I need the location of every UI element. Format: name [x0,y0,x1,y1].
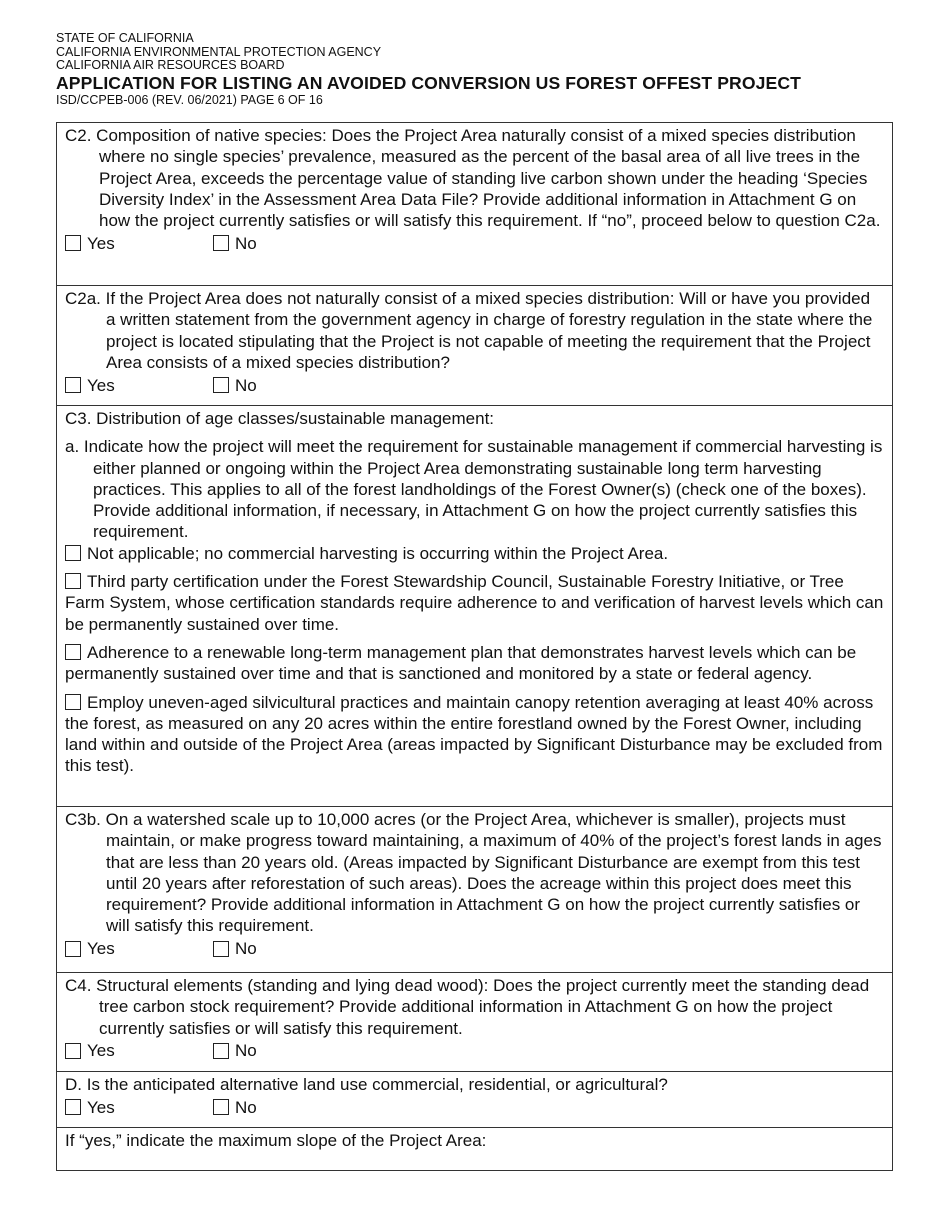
c3b-question: C3b. On a watershed scale up to 10,000 acres (or the Project Area, whichever is smaller), projects must maintain, or make progress toward maintaining, a maximum of 40% of the project’s forest lands in ages that are less than 20 years old. (Areas impacted by Significant Disturbance are exempt from this test until 20 years after reforestation of such areas). Does the acreage within this project does meet this requirement? Provide additional information in Attachment G on how the project currently satisfies or will satisfy this requirement. [65,810,882,936]
c3-option3-checkbox[interactable] [65,644,81,660]
form-title: APPLICATION FOR LISTING AN AVOIDED CONVERSION US FOREST OFFEST PROJECT [56,72,801,93]
c3b-no-checkbox[interactable] [213,941,229,957]
c2-no-option[interactable] [213,233,257,254]
c2-options [65,231,884,255]
section-d [57,1072,892,1128]
c2-yes-label: Yes [87,233,115,253]
c2a-options [65,373,884,397]
c2a-yes-label: Yes [87,375,115,395]
c2a-question: C2a. If the Project Area does not naturally consist of a mixed species distribution: Will or have you provided a written statement from the government agency in charge of forestry regulation in the state where the project is located stipulating that the Project is not capable of meeting the requirement that the Project Area consists of a mixed species distribution? [65,289,873,372]
c2a-yes-option[interactable] [65,375,115,396]
c3-option2-checkbox[interactable] [65,573,81,589]
section-c4 [57,973,892,1072]
c2a-no-label: No [235,375,257,395]
c3-heading: C3. Distribution of age classes/sustainable management: [65,409,495,428]
c4-no-label: No [235,1041,257,1061]
c3b-no-option[interactable] [213,938,257,959]
c3-option4-label: Employ uneven-aged silvicultural practices and maintain canopy retention averaging at least 40% across the forest, as measured on any 20 acres within the entire forestland owned by the Forest Owner, including land within and outside of the Project Area (areas impacted by Significant Disturbance may be excluded from this test). [65,692,883,776]
c3-option-third-party [65,571,884,635]
c4-yes-label: Yes [87,1041,115,1061]
d-options [65,1095,884,1119]
agency-calepa: CALIFORNIA ENVIRONMENTAL PROTECTION AGENCY [56,44,382,59]
c2a-yes-checkbox[interactable] [65,377,81,393]
c2-no-checkbox[interactable] [213,235,229,251]
c2a-no-option[interactable] [213,375,257,396]
section-c2a [57,286,892,406]
c2-yes-option[interactable] [65,233,115,254]
c3-option1-checkbox[interactable] [65,545,81,561]
c3b-no-label: No [235,939,257,959]
form-table [56,122,893,1171]
agency-carb: CALIFORNIA AIR RESOURCES BOARD [56,58,285,72]
c3b-yes-label: Yes [87,939,115,959]
c4-yes-option[interactable] [65,1040,115,1061]
d-no-checkbox[interactable] [213,1099,229,1115]
c4-options [65,1039,884,1063]
d-yes-option[interactable] [65,1097,115,1118]
c2-question: C2. Composition of native species: Does the Project Area naturally consist of a mixed species distribution where no single species’ prevalence, measured as the percent of the basal area of all live trees in the Project Area, exceeds the percentage value of standing live carbon shown under the heading ‘Species Diversity Index’ in the Assessment Area Data File? Provide additional information in Attachment G on how the project currently satisfies or will satisfy this requirement. If “no”, proceed below to question C2a. [65,126,881,231]
c4-yes-checkbox[interactable] [65,1043,81,1059]
c3-option-not-applicable [65,543,884,564]
section-c2 [57,123,892,286]
d-no-label: No [235,1097,257,1117]
c3-option-management-plan [65,642,884,685]
d-question: D. Is the anticipated alternative land use commercial, residential, or agricultural? [65,1075,668,1094]
c3-option4-checkbox[interactable] [65,694,81,710]
c3-option3-label: Adherence to a renewable long-term management plan that demonstrates harvest levels which can be permanently sustained over time and that is sanctioned and monitored by a state or federal agency. [65,642,857,684]
c3b-yes-checkbox[interactable] [65,941,81,957]
d-yes-checkbox[interactable] [65,1099,81,1115]
agency-state: STATE OF CALIFORNIA [56,31,194,45]
section-slope[interactable] [57,1128,892,1170]
c2-no-label: No [235,233,257,253]
form-id: ISD/CCPEB-006 (REV. 06/2021) PAGE 6 OF 16 [56,92,323,107]
section-c3b [57,807,892,973]
c3-option1-label: Not applicable; no commercial harvesting is occurring within the Project Area. [87,543,669,563]
c4-question: C4. Structural elements (standing and lying dead wood): Does the project currently meet the standing dead tree carbon stock requirement? Provide additional information in Attachment G on how the project currently satisfies or will satisfy this requirement. [65,976,870,1038]
c3-item-a: a. Indicate how the project will meet the requirement for sustainable management if commercial harvesting is either planned or ongoing within the Project Area demonstrating sustainable long term harvesting practices. This applies to all of the forest landholdings of the Forest Owner(s) (check one of the boxes). Provide additional information, if necessary, in Attachment G on how the project currently satisfies this requirement. [65,437,883,542]
c3b-options [65,937,884,961]
section-c3 [57,406,892,807]
d-yes-label: Yes [87,1097,115,1117]
c3-option2-label: Third party certification under the Forest Stewardship Council, Sustainable Forestry Initiative, or Tree Farm System, whose certification standards require adherence to and verification of harvest levels which can be permanently sustained over time. [65,572,884,634]
c2-yes-checkbox[interactable] [65,235,81,251]
c2a-no-checkbox[interactable] [213,377,229,393]
c3b-yes-option[interactable] [65,938,115,959]
form-header [56,32,906,107]
slope-label: If “yes,” indicate the maximum slope of the Project Area: [65,1131,487,1150]
c4-no-checkbox[interactable] [213,1043,229,1059]
c3-option-uneven-aged [65,692,884,777]
d-no-option[interactable] [213,1097,257,1118]
c4-no-option[interactable] [213,1040,257,1061]
